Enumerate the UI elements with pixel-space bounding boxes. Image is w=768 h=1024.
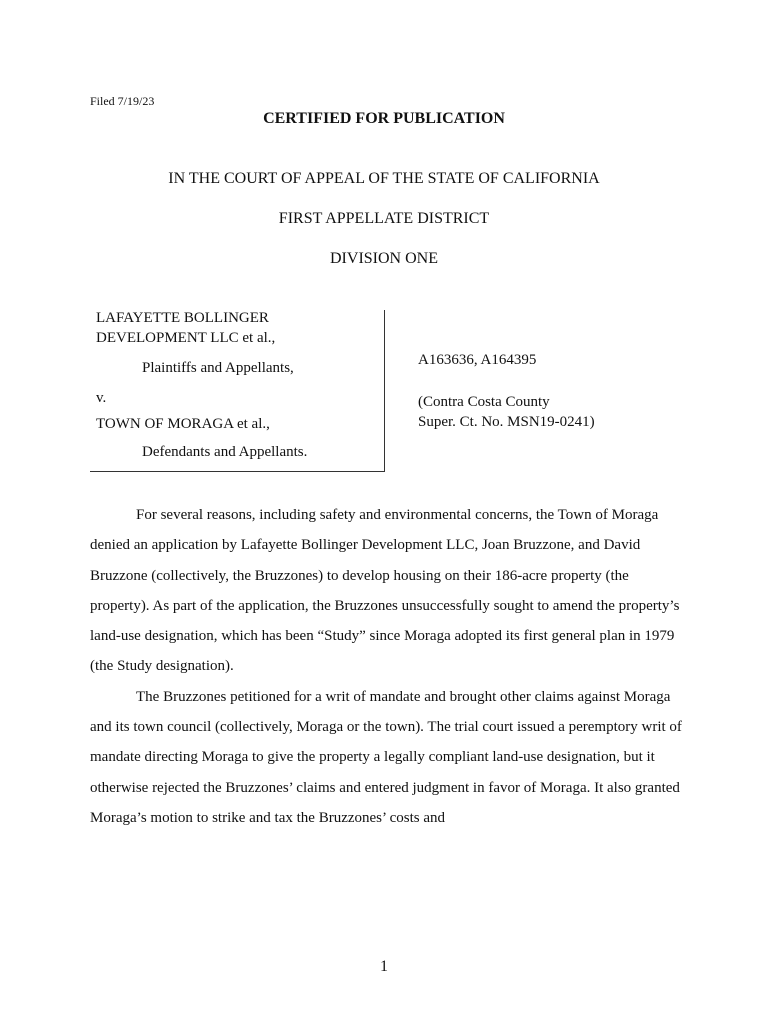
district-heading: FIRST APPELLATE DISTRICT xyxy=(278,210,490,227)
defendant-name: TOWN OF MORAGA et al., xyxy=(96,416,270,432)
county-line2: Super. Ct. No. MSN19-0241) xyxy=(418,414,595,430)
filed-date: Filed 7/19/23 xyxy=(90,94,155,108)
opinion-body xyxy=(90,500,690,833)
paragraph-1: For several reasons, including safety and environmental concerns, the Town of Moraga denied an application by Lafayette Bollinger Development LLC, Joan Bruzzone, and David Bruzzone (collectively, the Bruzzones) to develop housing on their 186-acre property (the property). As part of the application, the Bruzzones unsuccessfully sought to amend the property’s land-use designation, which has been “Study” since Moraga adopted its first general plan in 1979 (the Study designation). xyxy=(90,507,680,675)
paragraph-2: The Bruzzones petitioned for a writ of mandate and brought other claims against Moraga and its town council (collectively, Moraga or the town). The trial court issued a peremptory writ of mandate directing Moraga to give the property a legally compliant land-use designation, but it otherwise rejected the Bruzzones’ claims and entered judgment in favor of Moraga. It also granted Moraga’s motion to strike and tax the Bruzzones’ costs and xyxy=(90,688,682,826)
versus: v. xyxy=(96,390,107,406)
case-caption-parties xyxy=(90,310,385,472)
certified-heading: CERTIFIED FOR PUBLICATION xyxy=(263,110,505,127)
page-number: 1 xyxy=(380,958,388,975)
case-numbers: A163636, A164395 xyxy=(418,352,537,368)
county-line1: (Contra Costa County xyxy=(418,394,550,410)
plaintiff-name-line2: DEVELOPMENT LLC et al., xyxy=(96,330,276,346)
plaintiff-role: Plaintiffs and Appellants, xyxy=(142,360,294,376)
defendant-role: Defendants and Appellants. xyxy=(142,444,308,460)
division-heading: DIVISION ONE xyxy=(330,250,438,267)
plaintiff-name-line1: LAFAYETTE BOLLINGER xyxy=(96,310,269,326)
court-heading: IN THE COURT OF APPEAL OF THE STATE OF CALIFORNIA xyxy=(168,170,600,187)
